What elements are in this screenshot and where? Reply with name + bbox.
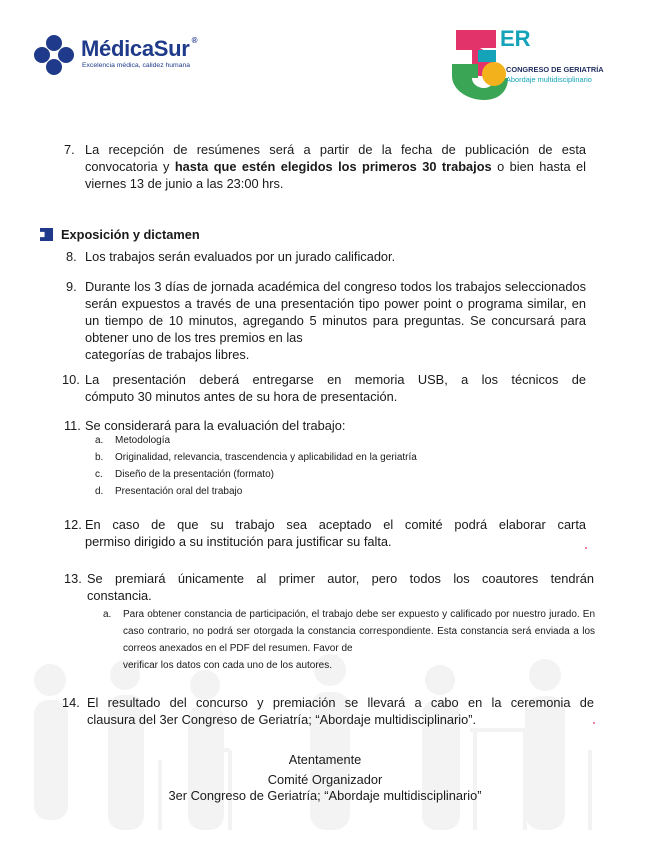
item-13 <box>64 570 594 604</box>
closing-salutation: Atentamente <box>288 752 362 767</box>
congress-subtitle: Abordaje multidisciplinario <box>506 75 592 84</box>
emblem-er-text: ER <box>500 26 531 51</box>
item-text: Se considerará para la evaluación del trabajo: <box>85 418 346 433</box>
item-text: Durante los 3 días de jornada académica del congreso todos los trabajos seleccionados serán expuestos a través de una presentación tipo power point o programa similar, en un tiempo de 10 minutos, agregando 5 minutos para preguntas. Se concursará para obtener uno de los tres premios en las <box>85 279 586 345</box>
item-8 <box>66 248 586 265</box>
item-number: 9. <box>66 279 77 294</box>
item-number: 13. <box>64 571 82 586</box>
item-text-last-line: categorías de trabajos libres. <box>85 347 250 362</box>
decorative-dot <box>593 722 595 724</box>
section-heading: Exposición y dictamen <box>40 227 200 242</box>
item-13-subitem <box>103 606 595 674</box>
item-bold-text: hasta que estén elegidos los primeros 30 trabajos <box>174 159 492 174</box>
medicasur-cross-icon <box>33 34 75 76</box>
item-number: 8. <box>66 249 77 264</box>
subitem-text: Para obtener constancia de participación, el trabajo debe ser expuesto y calificado por nuestro jurado. En caso contrario, no podrá ser otorgada la constancia correspondiente. Esta constancia será enviada a los correos anexados en el PDF del resumen. Favor de <box>123 609 595 654</box>
congress-logo <box>450 26 625 100</box>
item-number: 10. <box>62 372 80 387</box>
item-text: Se premiará únicamente al primer autor, pero todos los coautores tendrán <box>87 571 594 586</box>
item-7 <box>64 141 586 192</box>
closing-committee: Comité Organizador <box>267 772 383 787</box>
item-text-last-line: cómputo 30 minutos antes de su hora de presentación. <box>85 389 398 404</box>
item-text: La presentación deberá entregarse en memoria USB, a los técnicos de <box>85 372 586 387</box>
item-text: El resultado del concurso y premiación se llevará a cabo en la ceremonia de <box>87 695 594 710</box>
item-number: 11. <box>64 418 81 433</box>
item-10 <box>62 371 586 405</box>
item-text-last-line: constancia. <box>87 588 152 603</box>
item-14 <box>62 694 594 728</box>
item-9 <box>66 278 586 363</box>
item-number: 7. <box>64 142 75 157</box>
item-number: 14. <box>62 695 80 710</box>
subitem-text-last-line: verificar los datos con cada uno de los autores. <box>123 660 333 671</box>
closing-congress: 3er Congreso de Geriatría; “Abordaje multidisciplinario” <box>168 788 482 803</box>
brand-tagline: Excelencia médica, calidez humana <box>82 62 191 69</box>
item-number: 12. <box>64 517 82 532</box>
medicasur-logo <box>33 30 223 80</box>
decorative-dot <box>585 547 587 549</box>
brand-name: MédicaSur ® <box>81 36 198 61</box>
item-text: La recepción de resúmenes será a partir de la fecha de publicación de esta convocatoria y hasta que estén elegidos los primeros 30 trabajos o bien hasta el viernes 13 de junio a las 23:00 hrs. <box>85 142 586 191</box>
subitem-letter: a. <box>103 609 112 620</box>
document-page: MédicaSur ® Excelencia médica, calidez humana ER CONGRESO DE GERIATRÍA Abordaje multidisciplinario 7. La recepción de resúmenes será a partir de la fecha de publicación de esta convocatoria y hasta que estén elegidos los primeros 30 trabajos o bien hasta el viernes 13 de junio a las 23:00 hrs. Exposición y dictamen 8. Los trabajos serán evaluados por un jurado calificador. 9. Durante los 3 días de jornada académica del congreso todos los trabajos seleccionados serán expuestos a través de una presentación tipo power point o programa similar, en un tiempo de 10 minutos, agregando 5 minutos para preguntas. Se concursará para obtener uno de los tres premios en las categorías de trabajos libres. 10. La presentación deberá entregarse en memoria USB, a los técnicos de cómputo 30 minutos antes de su hora de presentación. 11. Se considerará para la evaluación del trabajo: a. Metodología b. Originalidad, relevancia, trascendencia y aplicabilidad en la geriatría c. Diseño de la presentación (formato) d. Presentación oral del trabajo 12. En caso de que su trabajo sea aceptado el comité podrá elaborar carta permiso dirigido a su institución para justificar su falta. 13. Se premiará únicamente al primer autor, pero todos los coautores tendrán constancia. a. Para obtener constancia de participación, el trabajo debe ser expuesto y calificado por nuestro jurado. En caso contrario, no podrá ser otorgada la constancia correspondiente. Esta constancia será enviada a los correos anexados en el PDF del resumen. Favor de verificar los datos con cada uno de los autores. 14. El resultado del concurso y premiación se llevará a cabo en la ceremonia de clausura del 3er Congreso de Geriatría; “Abordaje multidisciplinario”. Atentamente Comité Organizador 3er Congreso de Geriatría; “Abordaje multidisciplinario” <box>0 0 650 841</box>
item-text-last-line: permiso dirigido a su institución para justificar su falta. <box>85 534 392 549</box>
item-text-last-line: clausura del 3er Congreso de Geriatría; “Abordaje multidisciplinario”. <box>87 712 477 727</box>
congress-title: CONGRESO DE GERIATRÍA <box>506 65 604 74</box>
congress-3er-emblem <box>450 26 568 100</box>
item-text: En caso de que su trabajo sea aceptado el comité podrá elaborar carta <box>85 517 586 532</box>
item-12 <box>64 516 586 550</box>
section-bullet-icon <box>40 228 53 241</box>
item-text: Los trabajos serán evaluados por un jurado calificador. <box>85 249 396 264</box>
